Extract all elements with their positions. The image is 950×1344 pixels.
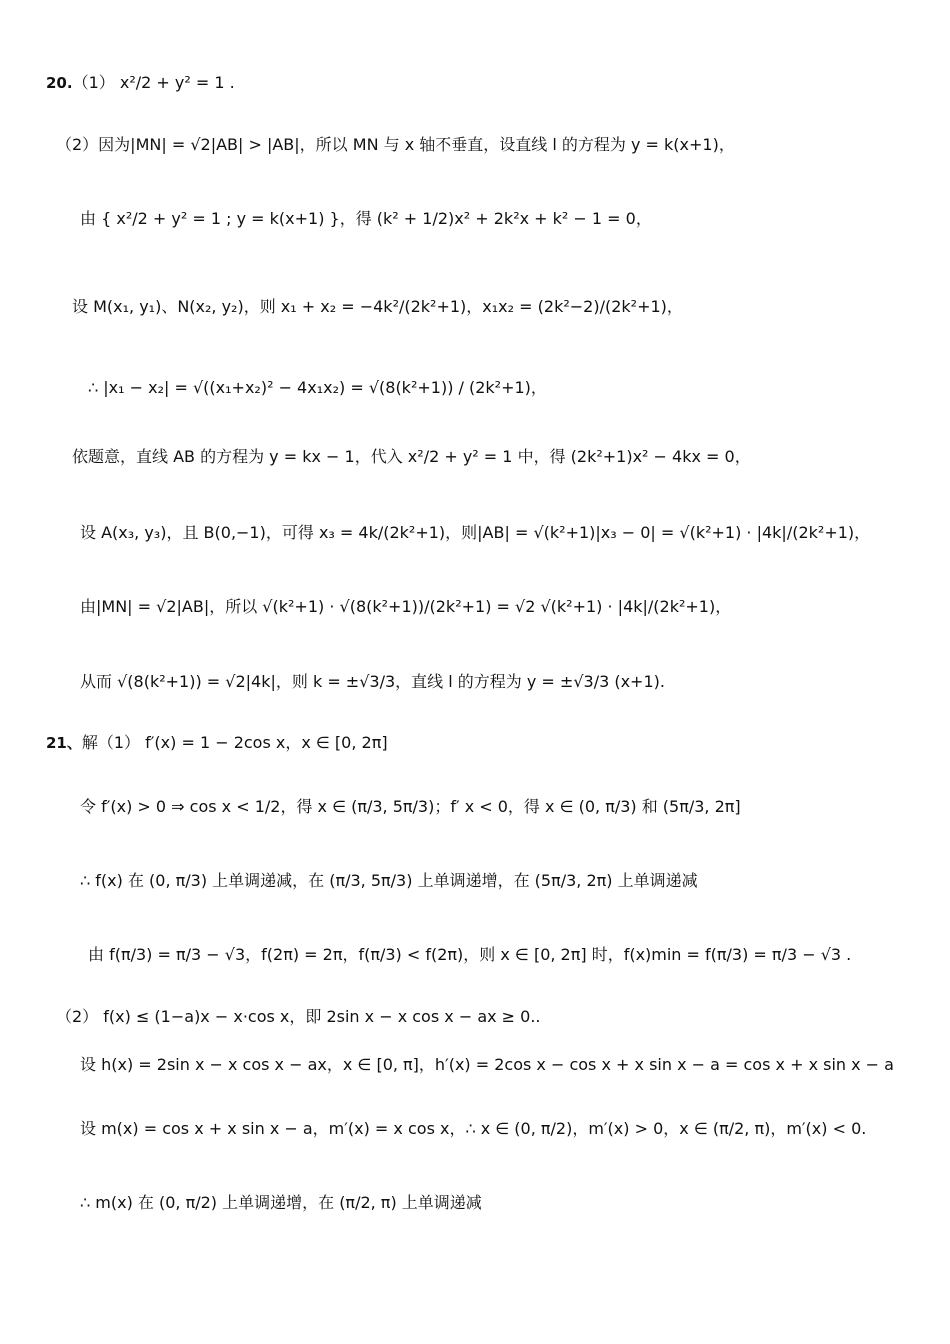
line-text: 设 M(x₁, y₁)、N(x₂, y₂)，则 x₁ + x₂ = −4k²/(2k²+1)，x₁x₂ = (2k²−2)/(2k²+1)， [72,297,683,316]
line-text: 解（1） f′(x) = 1 − 2cos x，x ∈ [0, 2π] [81,733,388,752]
line-text: ∴ m(x) 在 (0, π/2) 上单调递增，在 (π/2, π) 上单调递减 [80,1193,482,1212]
solution-line [88,377,547,399]
problem-number: 20. [46,74,73,92]
line-text: 设 h(x) = 2sin x − x cos x − ax，x ∈ [0, π]，h′(x) = 2cos x − cos x + x sin x − a = cos x + x sin x − a [80,1055,894,1074]
solution-line [80,522,870,544]
line-text: 由|MN| = √2|AB|，所以 √(k²+1) · √(8(k²+1))/(2k²+1) = √2 √(k²+1) · |4k|/(2k²+1)， [80,597,732,616]
line-text: 设 m(x) = cos x + x sin x − a，m′(x) = x cos x，∴ x ∈ (0, π/2)，m′(x) > 0，x ∈ (π/2, π)，m′(x) < 0. [80,1119,867,1138]
line-text: 由 f(π/3) = π/3 − √3，f(2π) = 2π，f(π/3) < f(2π)，则 x ∈ [0, 2π] 时，f(x)min = f(π/3) = π/3 − √3 . [88,945,852,964]
line-text: 令 f′(x) > 0 ⇒ cos x < 1/2，得 x ∈ (π/3, 5π/3)；f′ x < 0，得 x ∈ (0, π/3) 和 (5π/3, 2π] [80,797,741,816]
line-text: 依题意，直线 AB 的方程为 y = kx − 1，代入 x²/2 + y² = 1 中，得 (2k²+1)x² − 4kx = 0， [72,447,751,466]
line-text: （2） f(x) ≤ (1−a)x − x·cos x，即 2sin x − x cos x − ax ≥ 0.. [56,1007,541,1026]
problem-number: 21、 [46,734,82,752]
solution-line [56,134,735,156]
line-text: 由 { x²/2 + y² = 1 ; y = k(x+1) }，得 (k² + 1/2)x² + 2k²x + k² − 1 = 0， [80,209,652,228]
solution-line [72,446,751,468]
solution-line [80,671,665,693]
solution-line [80,1192,482,1214]
solution-line [80,1118,866,1140]
solution-line [80,596,731,618]
solution-line [72,296,683,318]
line-text: 从而 √(8(k²+1)) = √2|4k|，则 k = ±√3/3，直线 l 的方程为 y = ±√3/3 (x+1). [80,672,665,691]
solution-line [46,72,235,94]
solution-line [80,1054,894,1076]
line-text: （2）因为|MN| = √2|AB| > |AB|，所以 MN 与 x 轴不垂直，设直线 l 的方程为 y = k(x+1)， [56,135,735,154]
solution-line [80,208,652,230]
solution-line [80,796,741,818]
line-text: 设 A(x₃, y₃)，且 B(0,−1)，可得 x₃ = 4k/(2k²+1)，则|AB| = √(k²+1)|x₃ − 0| = √(k²+1) · |4k|/(2k²+1)， [80,523,871,542]
line-text: ∴ |x₁ − x₂| = √((x₁+x₂)² − 4x₁x₂) = √(8(k²+1)) / (2k²+1)， [88,378,547,397]
solution-line [56,1006,541,1028]
line-text: （1） x²/2 + y² = 1 . [72,73,235,92]
solution-line [80,870,698,892]
line-text: ∴ f(x) 在 (0, π/3) 上单调递减，在 (π/3, 5π/3) 上单调递增，在 (5π/3, 2π) 上单调递减 [80,871,698,890]
solution-line [88,944,851,966]
solution-line [46,732,388,754]
